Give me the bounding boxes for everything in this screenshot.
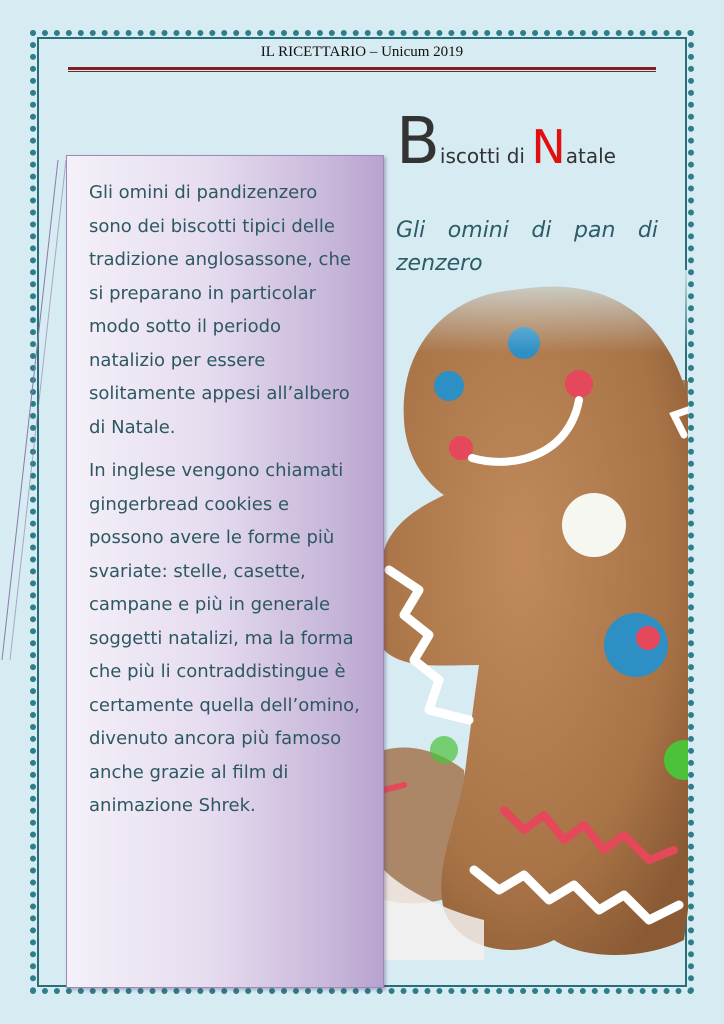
body-paragraph-2: In inglese vengono chiamati gingerbread cookies e possono avere le forme più svariate: stelle, casette, campane e più in generale soggetti natalizi, ma la forma che più li contraddistingue è certamente quella dell’omino, divenuto ancora più famoso anche grazie al film di animazione Shrek. [89,460,360,816]
decorative-diagonal-line [0,150,70,670]
body-paragraph-1: Gli omini di pandizenzero sono dei biscotti tipici delle tradizione anglosassone, che si preparano in particolar modo sotto il periodo natalizio per essere solitamente appesi all’albero di Natale. [89,182,351,438]
title-word-natale: atale [565,144,616,168]
page-header: IL RICETTARIO – Unicum 2019 [260,44,464,60]
recipe-title [396,105,696,179]
title-initial-b: B [396,105,440,179]
gingerbread-man-illustration [384,270,688,960]
title-initial-n: N [531,120,566,174]
recipe-subtitle: Gli omini di pan di zenzero [396,218,658,276]
title-word-di: di [500,144,532,168]
title-word-biscotti: iscotti [439,144,501,168]
text-panel [66,155,384,988]
header-rule [68,67,656,73]
